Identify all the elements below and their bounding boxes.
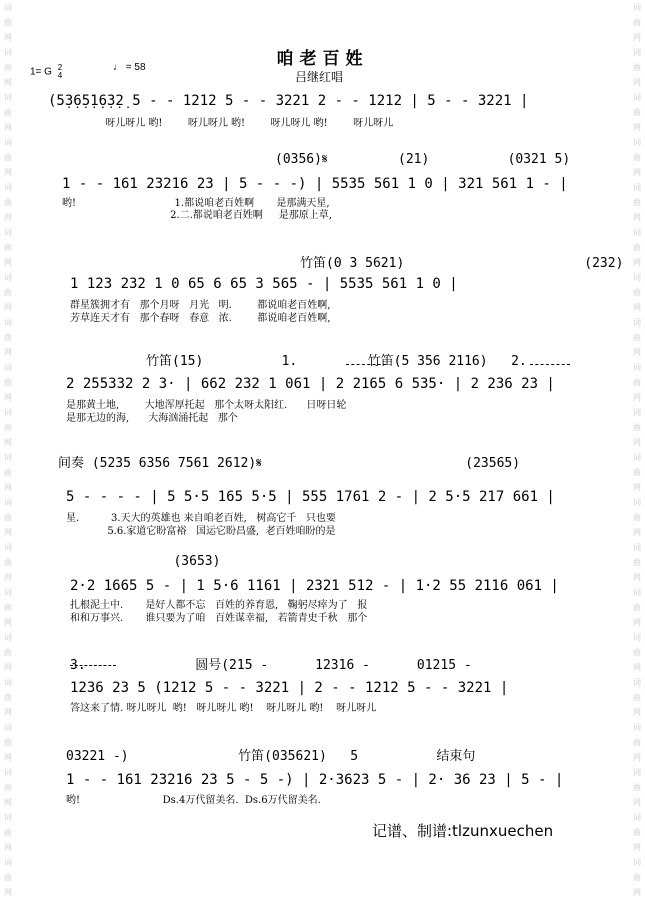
notation-row-7: 1236 23 5 (1212 5 - - 3221 | 2 - - 1212 5 - - 3221 | xyxy=(70,680,509,696)
watermark-left xyxy=(1,0,15,897)
notation-row-4: 2 255332 2 3· | 662 232 1 061 | 2 2165 6 535· | 2 236 23 | xyxy=(66,376,555,392)
transcriber-credit: 记谱、制谱:tlzunxuechen xyxy=(372,822,554,840)
tempo-marking: ♩ = 58 xyxy=(113,62,146,73)
annotation-row-3: 竹笛(0 3 5621) (232) xyxy=(300,256,624,271)
lyric-row-3-line-2: 芳草连天才有 那个春呀 春意 浓. 都说咱老百姓啊, xyxy=(70,313,331,324)
annotation-row-6: (3653) xyxy=(150,554,221,569)
notation-row-1: (5̣3̣6̣5̣1̣6̣3̣2̣ 5 - - 1212 5 - - 3221 2 - - 1212 | 5 - - 3221 | xyxy=(48,93,529,109)
volta-2-bracket xyxy=(530,364,570,365)
notation-row-2: 1 - - 161 23216 23 | 5 - - -) | 5535 561 1 0 | 321 561 1 - | xyxy=(62,176,568,192)
annotation-row-7: 3. 圆号(215 - 12316 - 01215 - xyxy=(70,658,472,673)
watermark-right-text: 词曲网 词曲网 词曲网 词曲网 词曲网 词曲网 词曲网 词曲网 词曲网 词曲网 词曲网 词曲网 词曲网 词曲网 词曲网 词曲网 词曲网 词曲网 词曲网 词曲网 xyxy=(633,3,641,897)
singer-credit: 吕继红唱 xyxy=(295,70,344,84)
lyric-row-2-line-1: 哟! 1.都说咱老百姓啊 是那满天星, xyxy=(62,198,330,209)
lyric-row-1-line-1: 呀儿呀儿 哟! 呀儿呀儿 哟! 呀儿呀儿 哟! 呀儿呀儿 xyxy=(48,118,394,129)
lyric-row-8-line-1: 哟! Ds.4万代留美名. Ds.6万代留美名. xyxy=(66,795,321,806)
time-top: 2 xyxy=(57,63,63,72)
annotation-row-4: 竹笛(15) 1. 竹笛(5 356 2116) 2. xyxy=(146,354,527,369)
notation-row-8: 1 - - 161 23216 23 5 - 5 -) | 2·3623 5 - | 2· 36 23 | 5 - | xyxy=(66,772,564,788)
annotation-row-2: (0356)𝄋 (21) (0321 5) xyxy=(275,152,571,167)
watermark-left-text: 词曲网 词曲网 词曲网 词曲网 词曲网 词曲网 词曲网 词曲网 词曲网 词曲网 词曲网 词曲网 词曲网 词曲网 词曲网 词曲网 词曲网 词曲网 词曲网 词曲网 xyxy=(4,3,12,897)
notation-row-6: 2·2 1665 5 - | 1 5·6 1161 | 2321 512 - | 1·2 55 2116 061 | xyxy=(70,578,559,594)
annotation-row-5: 间奏 (5235 6356 7561 2612)𝄋 (23565) xyxy=(58,456,521,471)
notation-row-5: 5 - - - - | 5 5·5 165 5·5 | 555 1761 2 - | 2 5·5 217 661 | xyxy=(66,489,555,505)
lyric-row-5-line-1: 星. 3.天大的英雄也 来自咱老百姓, 树高它千 只也要 xyxy=(66,513,336,524)
lyric-row-3-line-1: 群星簇拥才有 那个月呀 月光 明. 都说咱老百姓啊, xyxy=(70,300,331,311)
lyric-row-6-line-1: 扎根泥土中. 是好人都不忘 百姓的养育恩, 鞠躬尽瘁为了 报 xyxy=(70,600,368,611)
lyric-row-2-line-2: 2.二.都说咱老百姓啊 是那原上草, xyxy=(62,210,332,221)
notation-row-3: 1 123 232 1 0 65 6 65 3 565 - | 5535 561 1 0 | xyxy=(70,276,458,292)
lyric-row-7-line-1: 答这来了情. 呀儿呀儿 哟! 呀儿呀儿 哟! 呀儿呀儿 哟! 呀儿呀儿 xyxy=(70,703,377,714)
volta-1-bracket xyxy=(346,364,386,365)
lyric-row-6-line-2: 和和万事兴. 谁只要为了咱 百姓谋幸福, 若箭青史千秋 那个 xyxy=(70,613,368,624)
time-signature xyxy=(58,64,62,80)
lyric-row-4-line-2: 是那无边的海, 大海汹涌托起 那个 xyxy=(66,413,238,424)
lyric-row-4-line-1: 是那黄土地, 大地浑厚托起 那个太呀太阳红. 日呀日轮 xyxy=(66,400,347,411)
watermark-right xyxy=(630,0,644,897)
song-title: 咱老百姓 xyxy=(276,49,369,69)
time-bottom: 4 xyxy=(57,71,63,80)
key-text: 1= G xyxy=(30,66,52,78)
lyric-row-5-line-2: 5.6.家道它盼富裕 国运它盼昌盛, 老百姓咱盼的是 xyxy=(66,526,336,537)
key-signature xyxy=(30,64,62,80)
annotation-row-8: 03221 -) 竹笛(035621) 5 结束句 xyxy=(66,749,476,764)
